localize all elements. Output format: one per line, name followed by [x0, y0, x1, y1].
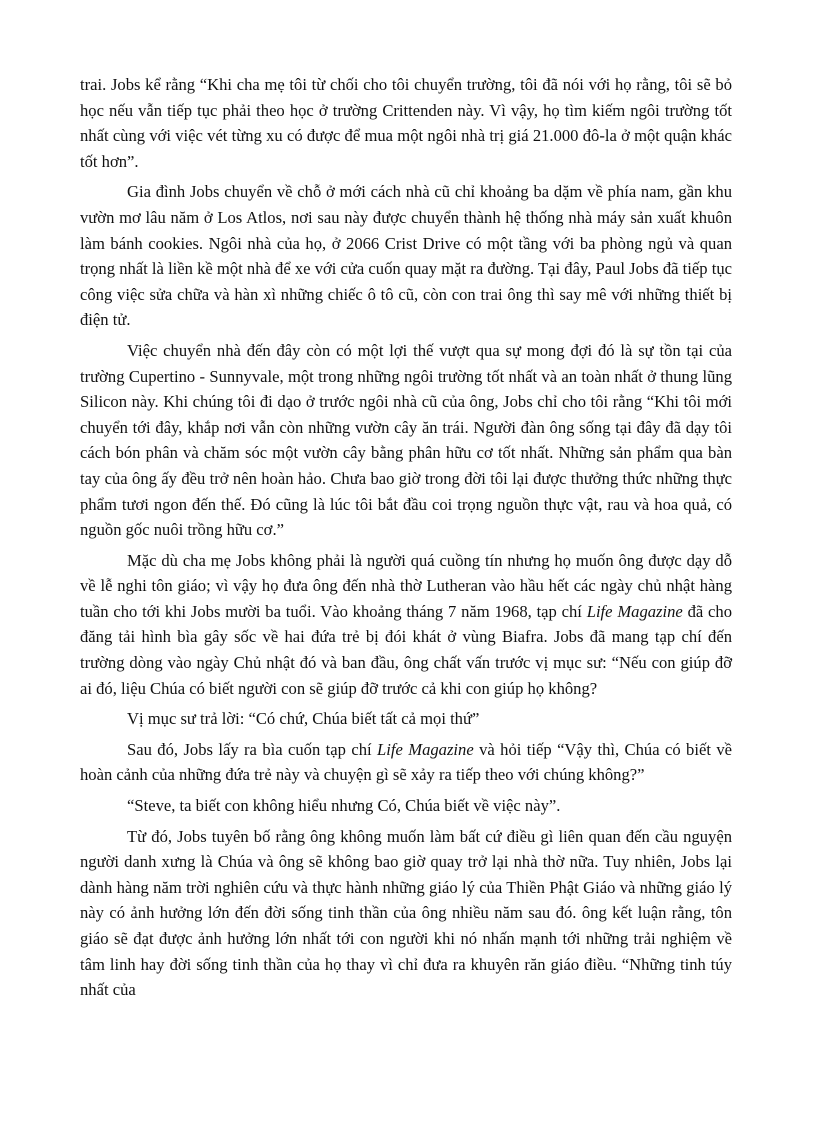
paragraph-8: Từ đó, Jobs tuyên bố rằng ông không muốn làm bất cứ điều gì liên quan đến cầu nguyện người danh xưng là Chúa và ông sẽ không bao giờ quay trở lại nhà thờ nữa. Tuy nhiên, Jobs lại dành hàng năm trời nghiên cứu và thực hành những giáo lý của Thiền Phật Giáo và những giáo lý này có ảnh hưởng lớn đến đời sống tinh thần của ông nhiều năm sau đó. ông kết luận rằng, tôn giáo sẽ đạt được ảnh hưởng lớn nhất tới con người khi nó nhấn mạnh tới những trải nghiệm về tâm linh hay đời sống tinh thần của họ thay vì chỉ đưa ra khuyên răn giáo điều. “Những tinh túy nhất của: [80, 826, 732, 1000]
magazine-title: Life Magazine: [377, 739, 474, 759]
paragraph-4: [80, 548, 732, 702]
document-body: [80, 72, 732, 1008]
paragraph-6-text-before: Sau đó, Jobs lấy ra bìa cuốn tạp chí: [127, 739, 378, 759]
paragraph-4-text-after: đã cho đăng tải hình bìa gây sốc về hai đứa trẻ bị đói khát ở vùng Biafra. Jobs đã mang tạp chí đến trường dòng vào ngày Chủ nhật đó và ban đầu, ông chất vấn trước vị mục sư: “Nếu con giúp đỡ ai đó, liệu Chúa có biết người con sẽ giúp đỡ trước cả khi con giúp họ không?: [80, 601, 732, 698]
paragraph-2: Gia đình Jobs chuyển về chỗ ở mới cách nhà cũ chỉ khoảng ba dặm về phía nam, gần khu vườn mơ lâu năm ở Los Atlos, nơi sau này được chuyển thành hệ thống nhà máy sản xuất khuôn làm bánh cookies. Ngôi nhà của họ, ở 2066 Crist Drive có một tầng với ba phòng ngủ và quan trọng nhất là liền kề một nhà để xe với cửa cuốn quay mặt ra đường. Tại đây, Paul Jobs đã tiếp tục công việc sửa chữa và hàn xì những chiếc ô tô cũ, còn con trai ông thì say mê với những thiết bị điện tử.: [80, 182, 732, 330]
paragraph-3: Việc chuyển nhà đến đây còn có một lợi thế vượt qua sự mong đợi đó là sự tồn tại của trường Cupertino - Sunnyvale, một trong những ngôi trường tốt nhất và an toàn nhất ở thung lũng Silicon này. Khi chúng tôi đi dạo ở trước ngôi nhà cũ của ông, Jobs chỉ cho tôi rằng “Khi tôi mới chuyển tới đây, khắp nơi vẫn còn những vườn cây ăn trái. Người đàn ông sống tại đây đã dạy tôi cách bón phân và chăm sóc một vườn cây bằng phân hữu cơ tốt nhất. Những sản phẩm qua bàn tay của ông ấy đều trở nên hoàn hảo. Chưa bao giờ trong đời tôi lại được thưởng thức những thực phẩm tươi ngon đến thế. Đó cũng là lúc tôi bắt đầu coi trọng nguồn thực vật, rau và hoa quả, có nguồn gốc nuôi trồng hữu cơ.”: [80, 340, 732, 540]
paragraph-6-text-after: và hỏi tiếp “Vậy thì, Chúa có biết về hoàn cảnh của những đứa trẻ này và chuyện gì sẽ xảy ra tiếp theo với chúng không?”: [80, 739, 733, 785]
paragraph-5: Vị mục sư trả lời: “Có chứ, Chúa biết tất cả mọi thứ”: [127, 709, 480, 729]
paragraph-4-text-before: Mặc dù cha mẹ Jobs không phải là người quá cuồng tín nhưng họ muốn ông được dạy dỗ về lễ nghi tôn giáo; vì vậy họ đưa ông đến nhà thờ Lutheran vào hầu hết các ngày chủ nhật hàng tuần cho tới khi Jobs mười ba tuổi. Vào khoảng tháng 7 năm 1968, tạp chí: [80, 550, 732, 621]
paragraph-6: [80, 737, 732, 788]
paragraph-1: trai. Jobs kể rằng “Khi cha mẹ tôi từ chối cho tôi chuyển trường, tôi đã nói với họ rằng, tôi sẽ bỏ học nếu vẫn tiếp tục phải theo học ở trường Crittenden này. Vì vậy, họ tìm kiếm ngôi trường tốt nhất cùng với việc vét từng xu có được để mua một ngôi nhà trị giá 21.000 đô-la ở một quận khác tốt hơn”.: [80, 75, 732, 171]
paragraph-7: “Steve, ta biết con không hiểu nhưng Có, Chúa biết về việc này”.: [127, 796, 561, 816]
magazine-title: Life Magazine: [586, 601, 683, 621]
